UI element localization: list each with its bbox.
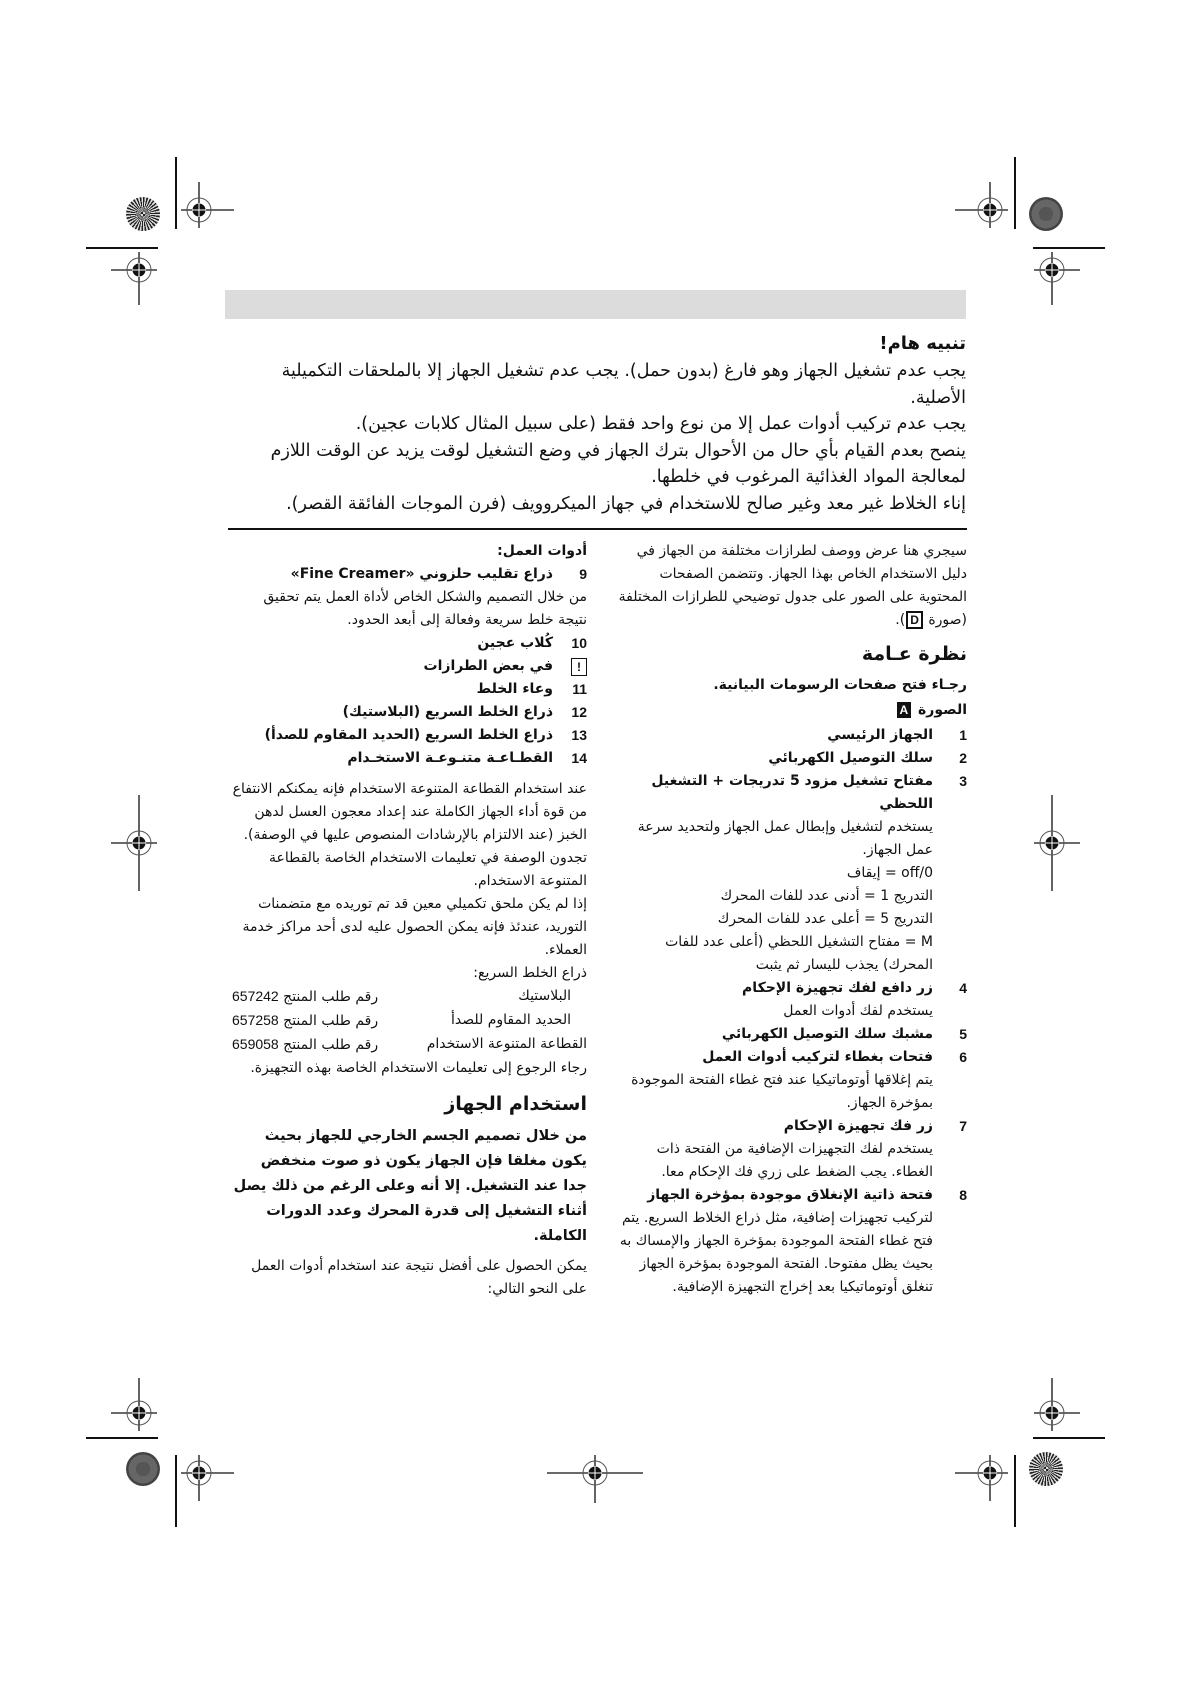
item-label: ذراع الخلط السريع (البلاستيك): [342, 704, 553, 720]
item-label: زر فك تجهيزة الإحكام: [783, 1118, 933, 1134]
item-label: في بعض الطرازات: [423, 658, 553, 674]
component-item: [615, 1046, 967, 1069]
warning-exclamation-icon: !: [571, 658, 587, 676]
item-number: 14: [571, 750, 587, 766]
tool-item: [232, 701, 587, 724]
item-label: زر دافع لفك تجهيزة الإحكام: [742, 980, 933, 996]
item-label: فتحات بغطاء لتركيب أدوات العمل: [702, 1049, 933, 1065]
component-item: [615, 1184, 967, 1207]
item-number: 9: [579, 566, 587, 582]
order-number: [232, 1009, 431, 1033]
item-label: القطـاعـة متنـوعـة الاستخـدام: [347, 750, 553, 766]
registration-mark-icon: [955, 180, 1025, 240]
item-description: يتم إغلاقها أوتوماتيكيا عند فتح غطاء الفتحة الموجودة بمؤخرة الجهاز.: [631, 1072, 933, 1111]
intro-figure-prefix: (صورة: [928, 612, 967, 628]
item-label: سلك التوصيل الكهربائي: [768, 750, 933, 766]
figure-d-badge: D: [907, 612, 922, 628]
component-item: [615, 747, 967, 770]
accessory-name: الحديد المقاوم للصدأ: [451, 1012, 571, 1028]
figure-label-text: الصورة: [918, 702, 967, 718]
intro-paragraph: [615, 540, 967, 632]
order-no: 659058: [232, 1036, 279, 1052]
color-calibration-starburst-icon: [1029, 1452, 1063, 1486]
warning-paragraph: ينصح بعدم القيام بأي حال من الأحوال بترك الجهاز في وضع التشغيل لوقت يزيد عن الوقت اللازم لمعالجة المواد الغذائية المرغوب في خلطها.: [270, 440, 966, 487]
item-label: مشبك سلك التوصيل الكهربائي: [721, 1026, 933, 1042]
color-calibration-circle-icon: [126, 1452, 160, 1486]
color-calibration-circle-icon: [1029, 197, 1063, 231]
registration-mark-icon: [1022, 235, 1082, 305]
item-label: فتحة ذاتية الإنغلاق موجودة بمؤخرة الجهاز: [647, 1187, 933, 1203]
item-number: 8: [959, 1187, 967, 1203]
order-row: [232, 1009, 587, 1033]
figure-label: [615, 699, 967, 722]
registration-mark-icon: [109, 235, 169, 305]
switch-setting: التدريج 5 = أعلى عدد للفات المحرك: [717, 911, 933, 927]
order-no: 657258: [232, 1012, 279, 1028]
accessory-name: البلاستيك: [518, 988, 571, 1004]
item-number: 2: [959, 750, 967, 766]
switch-setting: M = مفتاح التشغيل اللحظي (أعلى عدد للفات المحرك) يجذب لليسار ثم يثبت: [665, 934, 933, 973]
order-label: رقم طلب المنتج: [283, 1037, 379, 1053]
switch-setting: التدريج 1 = أدنى عدد للفات المحرك: [720, 888, 933, 904]
item-label: مفتاح تشغيل مزود 5 تدريجات + التشغيل اللحظي: [651, 773, 933, 812]
component-item: [615, 724, 967, 747]
registration-mark-icon: [545, 1443, 645, 1503]
component-item: [615, 1115, 967, 1138]
model-note: [232, 655, 587, 678]
right-column: [615, 540, 967, 1299]
overview-instruction: رجـاء فتح صفحات الرسومات البيانية.: [713, 677, 967, 693]
warning-paragraph: إناء الخلاط غير معد وغير صالح للاستخدام في جهاز الميكروويف (فرن الموجات الفائقة القصر).: [286, 493, 966, 514]
item-description: يستخدم لفك أدوات العمل: [783, 1003, 933, 1019]
blender-heading: ذراع الخلط السريع:: [473, 965, 587, 981]
figure-a-badge: A: [897, 702, 912, 718]
item-label: كُلاب عجين: [477, 635, 553, 651]
overview-heading: نظرة عـامة: [861, 643, 967, 665]
item-number: 1: [959, 727, 967, 743]
tool-item: [232, 678, 587, 701]
component-item: [615, 1023, 967, 1046]
item-description: لتركيب تجهيزات إضافية، مثل ذراع الخلاط السريع. يتم فتح غطاء الفتحة الموجودة بمؤخرة الجهاز والإمساك به بحيث يظل مفتوحا. الفتحة الموجودة بمؤخرة الجهاز تنغلق أوتوماتيكيا بعد إخراج التجهيزة الإضافية.: [619, 1210, 933, 1295]
item-label: الجهاز الرئيسي: [827, 727, 933, 743]
refer-note: رجاء الرجوع إلى تعليمات الاستخدام الخاصة بهذه التجهيزة.: [250, 1060, 587, 1076]
color-calibration-starburst-icon: [126, 197, 160, 231]
accessory-name: القطاعة المتنوعة الاستخدام: [426, 1036, 587, 1052]
cutter-paragraph: إذا لم يكن ملحق تكميلي معين قد تم توريده مع متضمنات التوريد، عندئذ فإنه يمكن الحصول عليه لدى أحد مراكز خدمة العملاء.: [242, 896, 587, 958]
item-number: 10: [571, 635, 587, 651]
item-description: يستخدم لفك التجهيزات الإضافية من الفتحة ذات الغطاء. يجب الضغط على زري فك الإحكام معا.: [656, 1141, 933, 1180]
warning-title: تنبيه هام!: [879, 333, 966, 354]
item-number: 3: [959, 773, 967, 789]
intro-text: سيجري هنا عرض ووصف لطرازات مختلفة من الجهاز في دليل الاستخدام الخاص بهذا الجهاز. وتتضمن الصفحات المحتوية على الصور على جدول توضيحي للطرازات المختلفة: [618, 543, 967, 605]
registration-mark-icon: [164, 180, 234, 240]
order-no: 657242: [232, 988, 279, 1004]
tool-item: [232, 632, 587, 655]
order-label: رقم طلب المنتج: [283, 1013, 379, 1029]
item-number: 6: [959, 1049, 967, 1065]
item-number: 5: [959, 1026, 967, 1042]
intro-figure-suffix: ).: [895, 612, 906, 628]
warning-section: [228, 330, 966, 517]
item-label: ذراع الخلط السريع (الحديد المقاوم للصدأ): [264, 727, 553, 743]
registration-mark-icon: [1022, 1378, 1082, 1448]
order-number: [232, 985, 431, 1009]
warning-box-wrap: [553, 655, 587, 678]
switch-setting: off/0 = إيقاف: [846, 865, 933, 881]
registration-mark-icon: [109, 793, 169, 893]
tools-heading: أدوات العمل:: [497, 543, 587, 559]
tool-item: [232, 747, 587, 770]
item-number: 4: [959, 980, 967, 996]
item-description: من خلال التصميم والشكل الخاص لأداة العمل يتم تحقيق نتيجة خلط سريعة وفعالة إلى أبعد الحدود.: [263, 589, 587, 628]
order-row: [232, 1033, 587, 1057]
header-bar: [225, 290, 966, 319]
order-number: [232, 1033, 417, 1057]
registration-mark-icon: [1022, 793, 1082, 893]
cutter-paragraph: عند استخدام القطاعة المتنوعة الاستخدام فإنه يمكنكم الانتفاع من قوة أداء الجهاز الكاملة عند إعداد معجون العسل لدهن الخبز (عند الالتزام بالإرشادات المنصوص عليها في الوصفة).: [232, 781, 587, 843]
left-column: [232, 540, 587, 1301]
item-label: وعاء الخلط: [476, 681, 553, 697]
warning-paragraph: يجب عدم تركيب أدوات عمل إلا من نوع واحد فقط (على سبيل المثال كلابات عجين).: [355, 414, 966, 434]
section-divider: [228, 528, 967, 530]
registration-mark-icon: [955, 1443, 1025, 1503]
registration-mark-icon: [109, 1378, 169, 1448]
item-number: 13: [571, 727, 587, 743]
tool-item: [232, 563, 587, 586]
usage-bold-paragraph: من خلال تصميم الجسم الخارجي للجهاز بحيث يكون مغلقا فإن الجهاز يكون ذو صوت منخفض جدا عند التشغيل. إلا أنه وعلى الرغم من ذلك يصل أثناء التشغيل إلى قدرة المحرك وعدد الدورات الكاملة.: [233, 1128, 587, 1244]
item-label: ذراع تقليب حلزوني «Fine Creamer»: [290, 566, 553, 582]
registration-mark-icon: [164, 1443, 234, 1503]
item-description: يستخدم لتشغيل وإبطال عمل الجهاز ولتحديد سرعة عمل الجهاز.: [637, 819, 933, 858]
usage-paragraph: يمكن الحصول على أفضل نتيجة عند استخدام أدوات العمل على النحو التالي:: [251, 1258, 587, 1297]
item-number: 12: [571, 704, 587, 720]
item-number: 11: [572, 681, 587, 697]
item-number: 7: [959, 1118, 967, 1134]
usage-heading: استخدام الجهاز: [444, 1093, 587, 1115]
order-row: [232, 985, 587, 1009]
component-item: [615, 770, 967, 816]
tool-item: [232, 724, 587, 747]
component-item: [615, 977, 967, 1000]
order-label: رقم طلب المنتج: [283, 989, 379, 1005]
cutter-paragraph: تجدون الوصفة في تعليمات الاستخدام الخاصة بالقطاعة المتنوعة الاستخدام.: [268, 850, 587, 889]
warning-paragraph: يجب عدم تشغيل الجهاز وهو فارغ (بدون حمل). يجب عدم تشغيل الجهاز إلا بالملحقات التكميلية الأصلية.: [281, 361, 966, 408]
